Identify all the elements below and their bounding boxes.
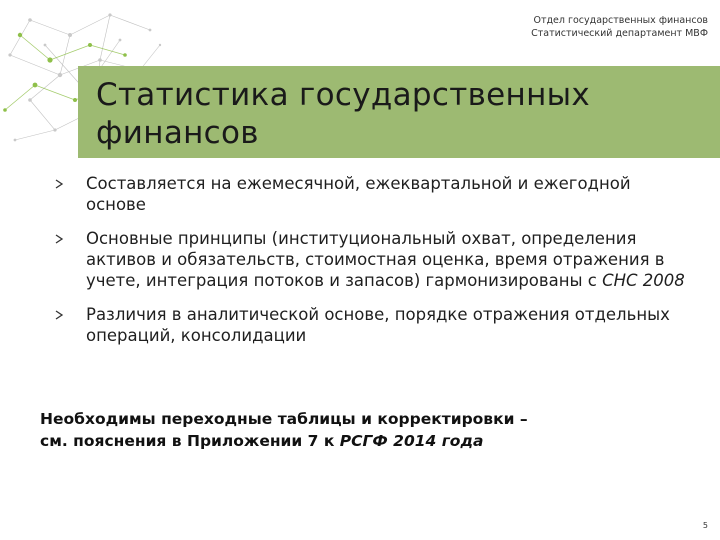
slide-title-line2: финансов [96,115,259,151]
conclusion-line2-emphasis: РСГФ 2014 года [339,432,484,450]
list-item [54,173,694,215]
conclusion-line1: Необходимы переходные таблицы и корректировки – [40,410,528,428]
department-header-line1: Отдел государственных финансов [533,15,708,26]
department-header [531,14,708,40]
department-header-line2: Статистический департамент МВФ [531,28,708,39]
arrow-bullet-icon [54,234,64,244]
arrow-bullet-icon [54,310,64,320]
arrow-bullet-icon [54,179,64,189]
conclusion-text [40,408,700,452]
list-item [54,304,694,346]
list-item [54,228,694,291]
conclusion-line2-prefix: см. пояснения в Приложении 7 к [40,432,340,450]
conclusion-line2 [40,430,700,452]
bullet-text: Составляется на ежемесячной, ежеквартальной и ежегодной основе [86,174,631,214]
slide-title-line1: Статистика государственных [96,77,591,113]
bullet-emphasis: СНС 2008 [602,271,685,290]
bullet-text: Различия в аналитической основе, порядке отражения отдельных операций, консолидации [86,305,670,345]
bullet-list [54,173,694,346]
bullet-text: Основные принципы (институциональный охват, определения активов и обязательств, стоимостная оценка, время отражения в учете, интеграция потоков и запасов) гармонизированы с [86,229,665,290]
slide-title [96,76,696,152]
page-number: 5 [702,521,708,530]
